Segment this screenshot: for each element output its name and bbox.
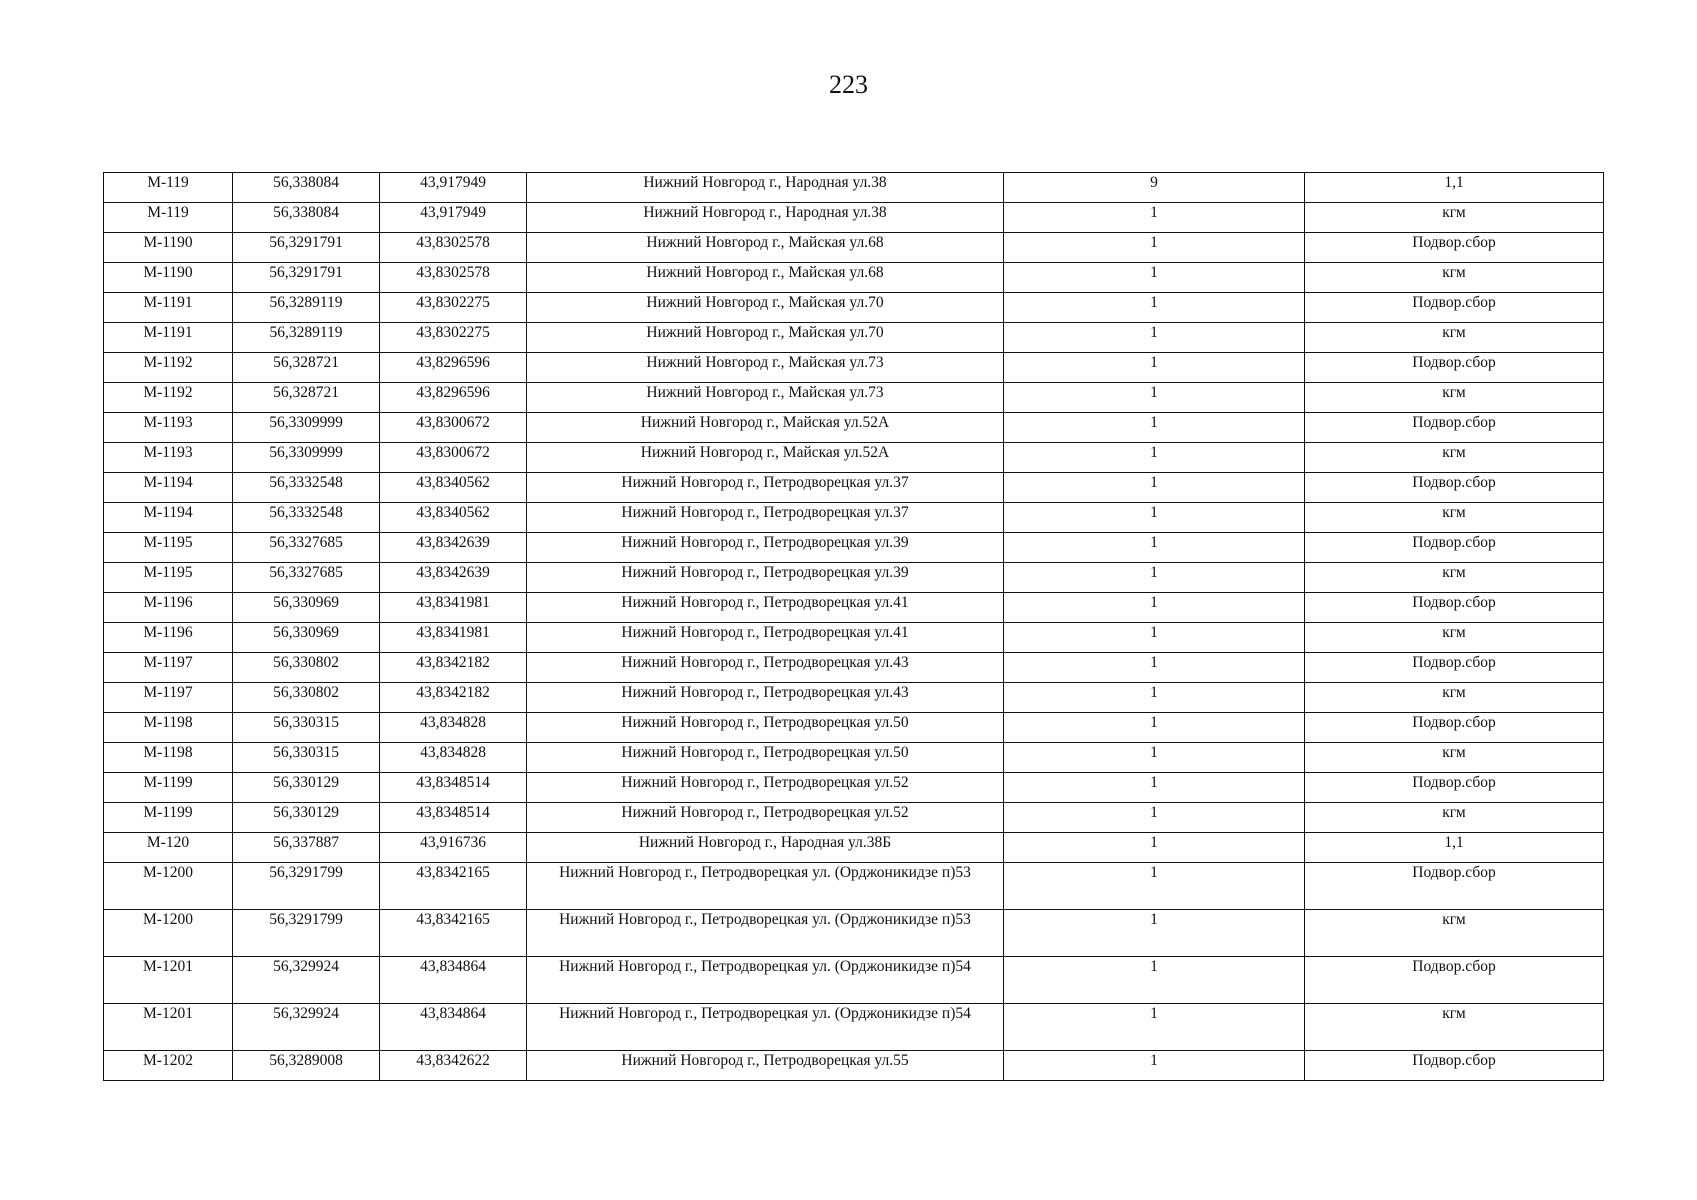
cell-id: М-1192 (104, 353, 233, 383)
cell-type: Подвор.сбор (1305, 353, 1604, 383)
table-row (104, 713, 1604, 743)
cell-latitude: 56,3332548 (233, 473, 380, 503)
data-table (103, 172, 1604, 1081)
cell-longitude: 43,8302578 (380, 233, 527, 263)
cell-type: Подвор.сбор (1305, 957, 1604, 1004)
cell-quantity: 1 (1004, 443, 1305, 473)
table-row (104, 1051, 1604, 1081)
table-row (104, 293, 1604, 323)
cell-quantity: 1 (1004, 263, 1305, 293)
cell-type: кгм (1305, 803, 1604, 833)
cell-latitude: 56,338084 (233, 203, 380, 233)
cell-longitude: 43,917949 (380, 203, 527, 233)
cell-latitude: 56,330129 (233, 773, 380, 803)
cell-latitude: 56,3291791 (233, 233, 380, 263)
table-row (104, 833, 1604, 863)
cell-address: Нижний Новгород г., Петродворецкая ул.52 (527, 773, 1004, 803)
cell-longitude: 43,8348514 (380, 803, 527, 833)
cell-longitude: 43,8340562 (380, 473, 527, 503)
cell-latitude: 56,329924 (233, 1004, 380, 1051)
cell-longitude: 43,8342639 (380, 533, 527, 563)
cell-id: М-1196 (104, 623, 233, 653)
cell-address: Нижний Новгород г., Майская ул.52А (527, 443, 1004, 473)
cell-latitude: 56,3289008 (233, 1051, 380, 1081)
table-row (104, 413, 1604, 443)
table-row (104, 957, 1604, 1004)
cell-id: М-1198 (104, 713, 233, 743)
cell-id: М-1193 (104, 443, 233, 473)
cell-quantity: 1 (1004, 863, 1305, 910)
cell-quantity: 1 (1004, 623, 1305, 653)
cell-address: Нижний Новгород г., Петродворецкая ул.41 (527, 623, 1004, 653)
cell-latitude: 56,337887 (233, 833, 380, 863)
cell-address: Нижний Новгород г., Петродворецкая ул.55 (527, 1051, 1004, 1081)
cell-quantity: 1 (1004, 203, 1305, 233)
cell-longitude: 43,8300672 (380, 413, 527, 443)
cell-address: Нижний Новгород г., Петродворецкая ул. (Орджоникидзе п)54 (527, 1004, 1004, 1051)
cell-type: 1,1 (1305, 173, 1604, 203)
cell-id: М-1197 (104, 683, 233, 713)
cell-id: М-1190 (104, 263, 233, 293)
cell-id: М-1195 (104, 533, 233, 563)
table-row (104, 473, 1604, 503)
cell-quantity: 1 (1004, 833, 1305, 863)
table-row (104, 743, 1604, 773)
cell-longitude: 43,8341981 (380, 623, 527, 653)
cell-longitude: 43,8342622 (380, 1051, 527, 1081)
table-row (104, 683, 1604, 713)
cell-latitude: 56,3291791 (233, 263, 380, 293)
cell-longitude: 43,8342182 (380, 683, 527, 713)
table-row (104, 1004, 1604, 1051)
cell-latitude: 56,3327685 (233, 533, 380, 563)
cell-address: Нижний Новгород г., Петродворецкая ул.39 (527, 563, 1004, 593)
cell-latitude: 56,330969 (233, 593, 380, 623)
table-row (104, 803, 1604, 833)
cell-longitude: 43,8300672 (380, 443, 527, 473)
cell-type: кгм (1305, 263, 1604, 293)
cell-type: Подвор.сбор (1305, 233, 1604, 263)
cell-quantity: 1 (1004, 653, 1305, 683)
cell-quantity: 1 (1004, 957, 1305, 1004)
table-row (104, 653, 1604, 683)
cell-quantity: 1 (1004, 533, 1305, 563)
cell-type: кгм (1305, 323, 1604, 353)
cell-longitude: 43,8342165 (380, 863, 527, 910)
cell-latitude: 56,330315 (233, 743, 380, 773)
cell-quantity: 1 (1004, 233, 1305, 263)
cell-quantity: 1 (1004, 383, 1305, 413)
cell-quantity: 1 (1004, 413, 1305, 443)
cell-longitude: 43,8342165 (380, 910, 527, 957)
cell-longitude: 43,8302578 (380, 263, 527, 293)
table-row (104, 533, 1604, 563)
cell-latitude: 56,330802 (233, 653, 380, 683)
cell-id: М-1201 (104, 1004, 233, 1051)
cell-quantity: 1 (1004, 293, 1305, 323)
cell-id: М-1200 (104, 910, 233, 957)
table-row (104, 503, 1604, 533)
cell-address: Нижний Новгород г., Майская ул.73 (527, 353, 1004, 383)
table-body (104, 173, 1604, 1081)
table-row (104, 910, 1604, 957)
cell-address: Нижний Новгород г., Майская ул.68 (527, 263, 1004, 293)
table-row (104, 233, 1604, 263)
cell-id: М-1200 (104, 863, 233, 910)
cell-longitude: 43,8296596 (380, 353, 527, 383)
table-row (104, 443, 1604, 473)
cell-type: кгм (1305, 910, 1604, 957)
cell-latitude: 56,330969 (233, 623, 380, 653)
cell-quantity: 1 (1004, 743, 1305, 773)
cell-type: Подвор.сбор (1305, 593, 1604, 623)
cell-longitude: 43,916736 (380, 833, 527, 863)
cell-latitude: 56,338084 (233, 173, 380, 203)
cell-type: Подвор.сбор (1305, 773, 1604, 803)
cell-quantity: 1 (1004, 683, 1305, 713)
cell-type: кгм (1305, 503, 1604, 533)
cell-quantity: 1 (1004, 593, 1305, 623)
cell-longitude: 43,8342639 (380, 563, 527, 593)
cell-id: М-1196 (104, 593, 233, 623)
cell-address: Нижний Новгород г., Петродворецкая ул.41 (527, 593, 1004, 623)
cell-id: М-1194 (104, 503, 233, 533)
cell-address: Нижний Новгород г., Петродворецкая ул.50 (527, 713, 1004, 743)
cell-longitude: 43,834864 (380, 1004, 527, 1051)
cell-longitude: 43,917949 (380, 173, 527, 203)
table-row (104, 353, 1604, 383)
cell-address: Нижний Новгород г., Майская ул.70 (527, 323, 1004, 353)
cell-quantity: 1 (1004, 1004, 1305, 1051)
cell-id: М-1199 (104, 803, 233, 833)
cell-address: Нижний Новгород г., Народная ул.38 (527, 173, 1004, 203)
cell-latitude: 56,329924 (233, 957, 380, 1004)
cell-longitude: 43,8341981 (380, 593, 527, 623)
cell-quantity: 1 (1004, 713, 1305, 743)
cell-address: Нижний Новгород г., Майская ул.68 (527, 233, 1004, 263)
cell-quantity: 1 (1004, 473, 1305, 503)
table-row (104, 863, 1604, 910)
cell-address: Нижний Новгород г., Петродворецкая ул. (Орджоникидзе п)54 (527, 957, 1004, 1004)
cell-id: М-1195 (104, 563, 233, 593)
table-row (104, 623, 1604, 653)
cell-address: Нижний Новгород г., Народная ул.38 (527, 203, 1004, 233)
cell-longitude: 43,8348514 (380, 773, 527, 803)
cell-latitude: 56,330315 (233, 713, 380, 743)
cell-id: М-119 (104, 203, 233, 233)
cell-type: Подвор.сбор (1305, 1051, 1604, 1081)
cell-quantity: 1 (1004, 773, 1305, 803)
cell-type: Подвор.сбор (1305, 533, 1604, 563)
cell-id: М-1198 (104, 743, 233, 773)
cell-latitude: 56,328721 (233, 353, 380, 383)
cell-type: 1,1 (1305, 833, 1604, 863)
cell-id: М-119 (104, 173, 233, 203)
cell-longitude: 43,8340562 (380, 503, 527, 533)
table-row (104, 323, 1604, 353)
cell-address: Нижний Новгород г., Петродворецкая ул.39 (527, 533, 1004, 563)
cell-id: М-120 (104, 833, 233, 863)
cell-id: М-1197 (104, 653, 233, 683)
cell-type: кгм (1305, 1004, 1604, 1051)
cell-longitude: 43,8302275 (380, 293, 527, 323)
cell-address: Нижний Новгород г., Петродворецкая ул.37 (527, 503, 1004, 533)
cell-latitude: 56,328721 (233, 383, 380, 413)
cell-quantity: 1 (1004, 803, 1305, 833)
cell-quantity: 1 (1004, 1051, 1305, 1081)
cell-type: кгм (1305, 743, 1604, 773)
cell-quantity: 1 (1004, 323, 1305, 353)
cell-latitude: 56,330802 (233, 683, 380, 713)
page-number: 223 (829, 70, 868, 99)
cell-longitude: 43,834864 (380, 957, 527, 1004)
cell-type: кгм (1305, 623, 1604, 653)
cell-id: М-1193 (104, 413, 233, 443)
cell-longitude: 43,8302275 (380, 323, 527, 353)
table-row (104, 263, 1604, 293)
cell-type: Подвор.сбор (1305, 653, 1604, 683)
cell-quantity: 1 (1004, 910, 1305, 957)
cell-longitude: 43,834828 (380, 743, 527, 773)
table-row (104, 383, 1604, 413)
table-row (104, 203, 1604, 233)
cell-type: кгм (1305, 683, 1604, 713)
cell-quantity: 1 (1004, 353, 1305, 383)
cell-latitude: 56,3289119 (233, 323, 380, 353)
cell-address: Нижний Новгород г., Народная ул.38Б (527, 833, 1004, 863)
cell-id: М-1199 (104, 773, 233, 803)
cell-id: М-1202 (104, 1051, 233, 1081)
cell-address: Нижний Новгород г., Петродворецкая ул.43 (527, 683, 1004, 713)
table-row (104, 173, 1604, 203)
cell-quantity: 1 (1004, 503, 1305, 533)
cell-address: Нижний Новгород г., Петродворецкая ул. (Орджоникидзе п)53 (527, 910, 1004, 957)
cell-id: М-1201 (104, 957, 233, 1004)
cell-type: Подвор.сбор (1305, 293, 1604, 323)
cell-latitude: 56,3309999 (233, 443, 380, 473)
cell-latitude: 56,3332548 (233, 503, 380, 533)
cell-id: М-1191 (104, 323, 233, 353)
cell-address: Нижний Новгород г., Петродворецкая ул.50 (527, 743, 1004, 773)
cell-latitude: 56,3309999 (233, 413, 380, 443)
cell-longitude: 43,8342182 (380, 653, 527, 683)
cell-type: кгм (1305, 443, 1604, 473)
table-row (104, 773, 1604, 803)
cell-latitude: 56,330129 (233, 803, 380, 833)
cell-type: кгм (1305, 563, 1604, 593)
cell-address: Нижний Новгород г., Петродворецкая ул.37 (527, 473, 1004, 503)
cell-latitude: 56,3291799 (233, 910, 380, 957)
table-row (104, 563, 1604, 593)
cell-type: Подвор.сбор (1305, 863, 1604, 910)
cell-id: М-1191 (104, 293, 233, 323)
cell-longitude: 43,8296596 (380, 383, 527, 413)
cell-latitude: 56,3327685 (233, 563, 380, 593)
cell-latitude: 56,3291799 (233, 863, 380, 910)
cell-address: Нижний Новгород г., Майская ул.73 (527, 383, 1004, 413)
cell-type: Подвор.сбор (1305, 713, 1604, 743)
cell-id: М-1194 (104, 473, 233, 503)
cell-id: М-1190 (104, 233, 233, 263)
cell-address: Нижний Новгород г., Петродворецкая ул.43 (527, 653, 1004, 683)
table-row (104, 593, 1604, 623)
cell-address: Нижний Новгород г., Петродворецкая ул. (Орджоникидзе п)53 (527, 863, 1004, 910)
cell-address: Нижний Новгород г., Петродворецкая ул.52 (527, 803, 1004, 833)
cell-quantity: 9 (1004, 173, 1305, 203)
cell-type: Подвор.сбор (1305, 413, 1604, 443)
cell-latitude: 56,3289119 (233, 293, 380, 323)
cell-id: М-1192 (104, 383, 233, 413)
cell-type: кгм (1305, 383, 1604, 413)
cell-type: кгм (1305, 203, 1604, 233)
cell-address: Нижний Новгород г., Майская ул.52А (527, 413, 1004, 443)
cell-quantity: 1 (1004, 563, 1305, 593)
cell-address: Нижний Новгород г., Майская ул.70 (527, 293, 1004, 323)
cell-longitude: 43,834828 (380, 713, 527, 743)
cell-type: Подвор.сбор (1305, 473, 1604, 503)
